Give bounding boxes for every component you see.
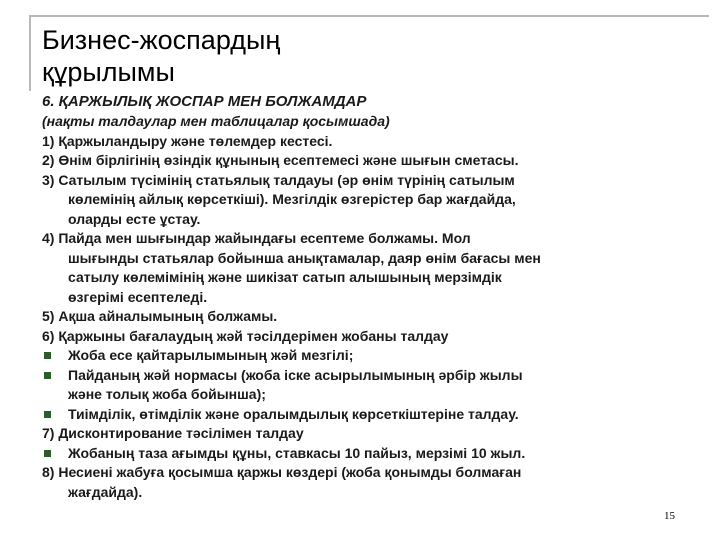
list-item: 8) Несиені жабуға қосымша қаржы көздері (жоба қонымды болмаған: [42, 464, 522, 480]
title-bracket-horizontal: [29, 15, 709, 17]
bullet-text: Жоба есе қайтарылымының жәй мезгілі;: [68, 347, 354, 363]
list-item: 3) Сатылым түсімінің статьялық талдауы (әр өнім түрінің сатылым: [42, 171, 515, 188]
bullet-text: Тиімділік, өтімділік және оралымдылық көрсеткіштеріне талдау.: [68, 405, 519, 422]
list-item: 7) Дисконтирование тәсілімен талдау: [42, 425, 304, 441]
list-item: 1) Қаржыландыру және төлемдер кестесі.: [42, 132, 333, 149]
list-item: 6) Қаржыны бағалаудың жәй тәсілдерімен жобаны талдау: [42, 327, 449, 344]
slide-body: [42, 92, 672, 502]
bullet-item: [42, 444, 672, 464]
list-item-continuation: шығынды статьялар бойынша анықтамалар, даяр өнім бағасы мен: [68, 249, 541, 266]
square-bullet-icon: [44, 352, 51, 359]
bullet-text: Пайданың жәй нормасы (жоба іске асырылымының әрбір жылы: [68, 366, 523, 383]
title-line-1: Бизнес-жоспардың: [42, 25, 281, 55]
title-bracket-vertical: [29, 15, 31, 91]
list-item: 5) Ақша айналымының болжамы.: [42, 308, 278, 324]
square-bullet-icon: [44, 411, 51, 418]
section-heading: 6. ҚАРЖЫЛЫҚ ЖОСПАР МЕН БОЛЖАМДАР: [42, 93, 367, 110]
bullet-item-continuation: және толық жоба бойынша);: [68, 386, 266, 402]
list-item: 4) Пайда мен шығындар жайындағы есептеме болжамы. Мол: [42, 230, 471, 246]
list-item: 2) Өнім бірлігінің өзіндік құнының есептемесі және шығын сметасы.: [42, 152, 519, 168]
bullet-text: Жобаның таза ағымды құны, ставкасы 10 пайыз, мерзімі 10 жыл.: [68, 444, 526, 461]
section-subheading: (нақты талдаулар мен таблицалар қосымшада): [42, 113, 390, 129]
page-number: 15: [664, 510, 675, 522]
list-item-continuation: көлемінің айлық көрсеткіші). Мезгілдік өзгерістер бар жағдайда,: [68, 191, 516, 207]
bullet-item: [42, 405, 672, 425]
list-item-continuation: жағдайда).: [68, 483, 143, 500]
square-bullet-icon: [44, 372, 51, 379]
bullet-item: [42, 346, 672, 366]
list-item-continuation: оларды есте ұстау.: [68, 210, 201, 227]
square-bullet-icon: [44, 450, 51, 457]
list-item-continuation: өзгерімі есептеледі.: [68, 288, 208, 305]
title-line-2: құрылымы: [42, 57, 175, 87]
bullet-item: [42, 366, 672, 386]
slide-title: [42, 24, 442, 88]
list-item-continuation: сатылу көлемімінің және шикізат сатып алышының мерзімдік: [68, 269, 502, 285]
